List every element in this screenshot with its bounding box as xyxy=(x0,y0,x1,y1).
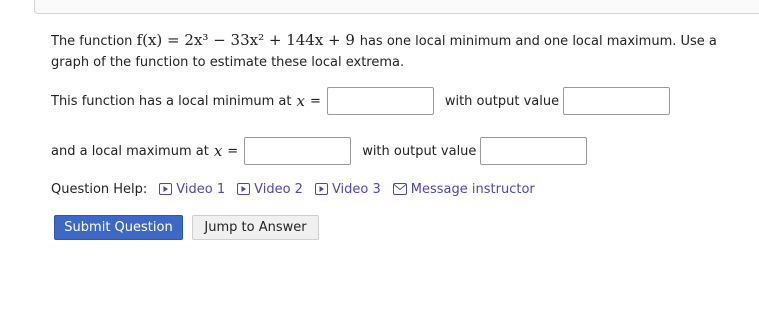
video-3-label: Video 3 xyxy=(331,181,381,197)
play-icon xyxy=(315,183,328,195)
question-statement: has one local minimum and one local maximum. Use a graph of the function to estimate these local extrema. xyxy=(51,34,717,70)
jump-to-answer-button[interactable]: Jump to Answer xyxy=(192,215,319,240)
question-intro: The function xyxy=(51,34,133,49)
maximum-output-label: with output value xyxy=(362,143,477,159)
video-2-label: Video 2 xyxy=(254,181,303,197)
submit-question-button[interactable]: Submit Question xyxy=(54,215,183,240)
minimum-x-input[interactable] xyxy=(327,87,434,115)
minimum-prefix: This function has a local minimum at xyxy=(51,93,292,109)
function-rhs: 2x³ − 33x² + 144x + 9 xyxy=(184,31,355,49)
minimum-output-label: with output value xyxy=(444,93,560,109)
minimum-var: x xyxy=(296,92,305,110)
video-1-link[interactable] xyxy=(159,182,225,197)
video-3-link[interactable] xyxy=(315,182,381,197)
local-minimum-row xyxy=(51,86,670,116)
minimum-equals: = xyxy=(309,93,321,109)
minimum-output-input[interactable] xyxy=(563,87,670,115)
question-help xyxy=(51,179,535,199)
message-instructor-link[interactable] xyxy=(393,182,535,197)
video-1-label: Video 1 xyxy=(176,181,226,197)
previous-panel-edge xyxy=(34,0,759,14)
maximum-x-input[interactable] xyxy=(244,137,351,165)
function-lhs: f(x) = xyxy=(136,31,180,49)
maximum-equals: = xyxy=(227,143,239,159)
maximum-prefix: and a local maximum at xyxy=(51,143,209,159)
maximum-output-input[interactable] xyxy=(480,137,587,165)
envelope-icon xyxy=(393,183,407,195)
play-icon xyxy=(237,183,250,195)
play-icon xyxy=(159,183,172,195)
maximum-var: x xyxy=(213,142,223,160)
function-definition xyxy=(137,31,360,49)
local-maximum-row xyxy=(51,136,587,166)
video-2-link[interactable] xyxy=(237,182,303,197)
question-text xyxy=(51,30,741,73)
message-instructor-label: Message instructor xyxy=(410,181,535,197)
question-help-label: Question Help: xyxy=(51,181,148,197)
